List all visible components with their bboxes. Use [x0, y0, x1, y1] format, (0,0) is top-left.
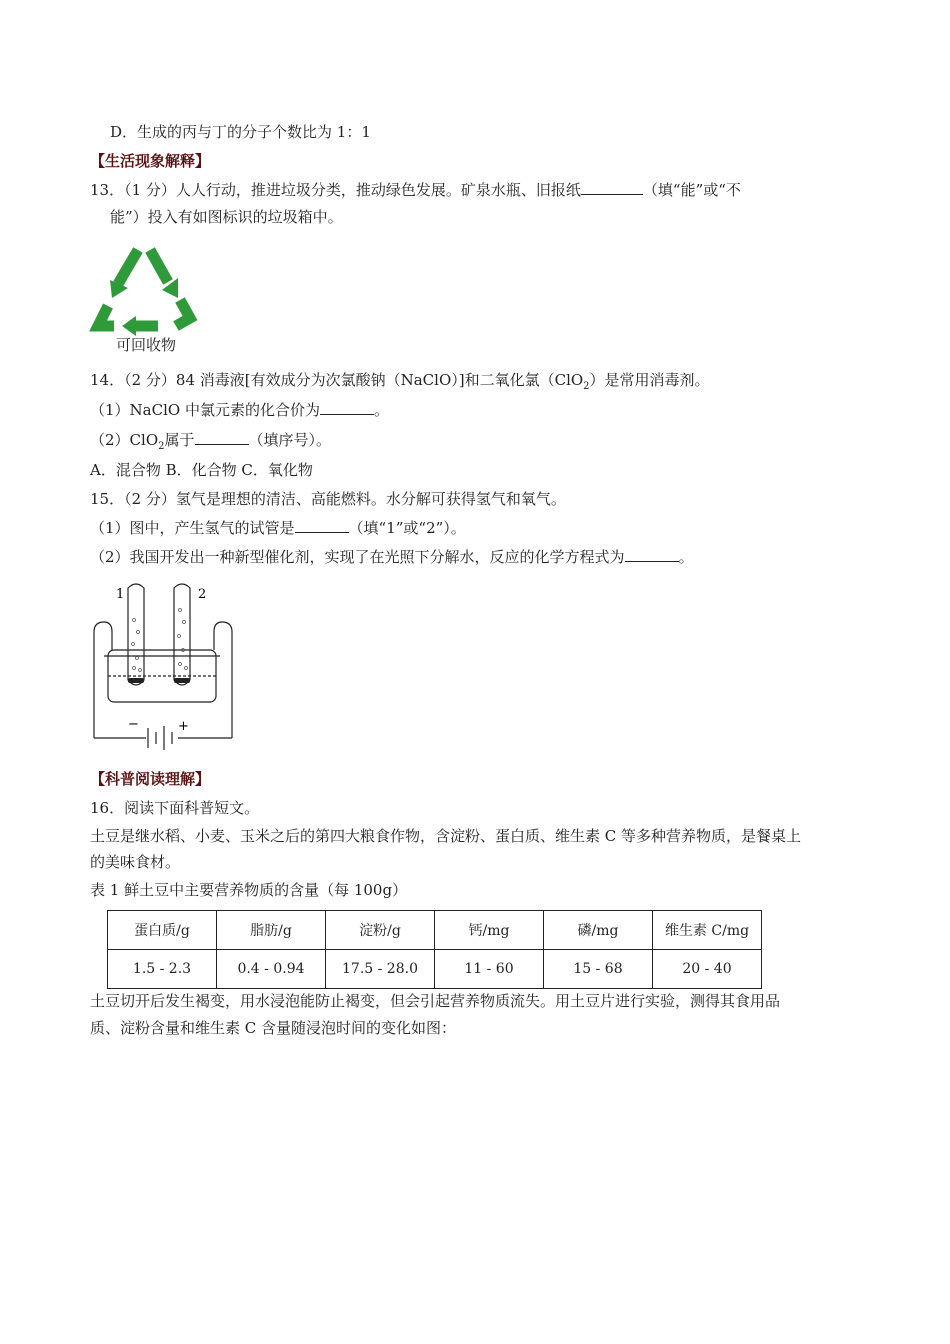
section-heading-science: 【科普阅读理解】	[90, 770, 211, 788]
q13-text-tail: （填“能”或“不	[642, 181, 741, 199]
negative-terminal-label: −	[128, 717, 139, 732]
q14-p2-text-b: 属于	[164, 431, 195, 449]
q15-part2	[90, 547, 694, 567]
q14-stem	[90, 370, 710, 397]
q14-part1	[90, 400, 389, 420]
q15-p1-text: （1）图中，产生氢气的试管是	[90, 519, 295, 537]
nutrition-table	[107, 910, 762, 989]
tube-1-label: 1	[116, 587, 125, 602]
answer-blank[interactable]	[195, 430, 249, 445]
q15-stem: 15．（2 分）氢气是理想的清洁、高能燃料。水分解可获得氢气和氧气。	[90, 490, 566, 508]
q14-options: A．混合物 B．化合物 C．氧化物	[90, 461, 313, 479]
answer-blank[interactable]	[320, 400, 374, 415]
q16-stem: 16．阅读下面科普短文。	[90, 799, 260, 817]
table-header-cell: 钙/mg	[435, 911, 544, 950]
table-header-cell: 脂肪/g	[217, 911, 326, 950]
table-cell: 15 - 68	[544, 950, 653, 989]
table-cell: 1.5 - 2.3	[108, 950, 217, 989]
q16-para2-line1: 土豆切开后发生褐变，用水浸泡能防止褐变，但会引起营养物质流失。用土豆片进行实验，测得其食用品	[90, 992, 781, 1010]
q15-p2-text: （2）我国开发出一种新型催化剂，实现了在光照下分解水，反应的化学方程式为	[90, 548, 625, 566]
electrolysis-apparatus	[88, 580, 238, 750]
q15-p2-end: 。	[678, 548, 694, 566]
q13-text: 13．（1 分）人人行动，推进垃圾分类，推动绿色发展。矿泉水瓶、旧报纸	[90, 181, 581, 199]
q14-p1-text: （1）NaClO 中氯元素的化合价为	[90, 401, 320, 419]
answer-blank[interactable]	[625, 547, 679, 562]
q14-p1-end: 。	[373, 401, 389, 419]
q13-line1	[90, 180, 741, 200]
q14-stem-text-end: ）是常用消毒剂。	[589, 371, 710, 389]
answer-blank[interactable]	[295, 518, 349, 533]
option-d: D．生成的丙与丁的分子个数比为 1：1	[110, 123, 371, 141]
q14-p2-end: （填序号）。	[248, 431, 332, 449]
table-caption: 表 1 鲜土豆中主要营养物质的含量（每 100g）	[90, 881, 408, 899]
q14-p2-text: （2）ClO	[90, 431, 159, 449]
q14-stem-text: 14．（2 分）84 消毒液[有效成分为次氯酸钠（NaClO）]和二氧化氯（ClO	[90, 371, 584, 389]
q15-p1-end: （填“1”或“2”）。	[348, 519, 466, 537]
subscript: 2	[158, 441, 165, 452]
section-heading-life: 【生活现象解释】	[90, 152, 211, 170]
table-header-cell: 维生素 C/mg	[653, 911, 762, 950]
table-header-cell: 磷/mg	[544, 911, 653, 950]
table-cell: 0.4 - 0.94	[217, 950, 326, 989]
q14-part2	[90, 430, 331, 457]
table-header-cell: 淀粉/g	[326, 911, 435, 950]
table-header-row	[108, 911, 762, 950]
positive-terminal-label: +	[178, 719, 189, 734]
subscript: 2	[583, 381, 590, 392]
q15-part1	[90, 518, 466, 538]
table-header-cell: 蛋白质/g	[108, 911, 217, 950]
table-cell: 11 - 60	[435, 950, 544, 989]
q13-line2: 能”）投入有如图标识的垃圾箱中。	[110, 208, 343, 226]
table-cell: 17.5 - 28.0	[326, 950, 435, 989]
tube-2-label: 2	[198, 587, 207, 602]
table-cell: 20 - 40	[653, 950, 762, 989]
recycle-label: 可回收物	[116, 336, 177, 354]
q16-para1-line1: 土豆是继水稻、小麦、玉米之后的第四大粮食作物，含淀粉、蛋白质、维生素 C 等多种营养物质，是餐桌上	[90, 827, 802, 845]
table-row	[108, 950, 762, 989]
answer-blank[interactable]	[581, 180, 643, 195]
q16-para1-line2: 的美味食材。	[90, 853, 181, 871]
q16-para2-line2: 质、淀粉含量和维生素 C 含量随浸泡时间的变化如图：	[90, 1019, 457, 1037]
